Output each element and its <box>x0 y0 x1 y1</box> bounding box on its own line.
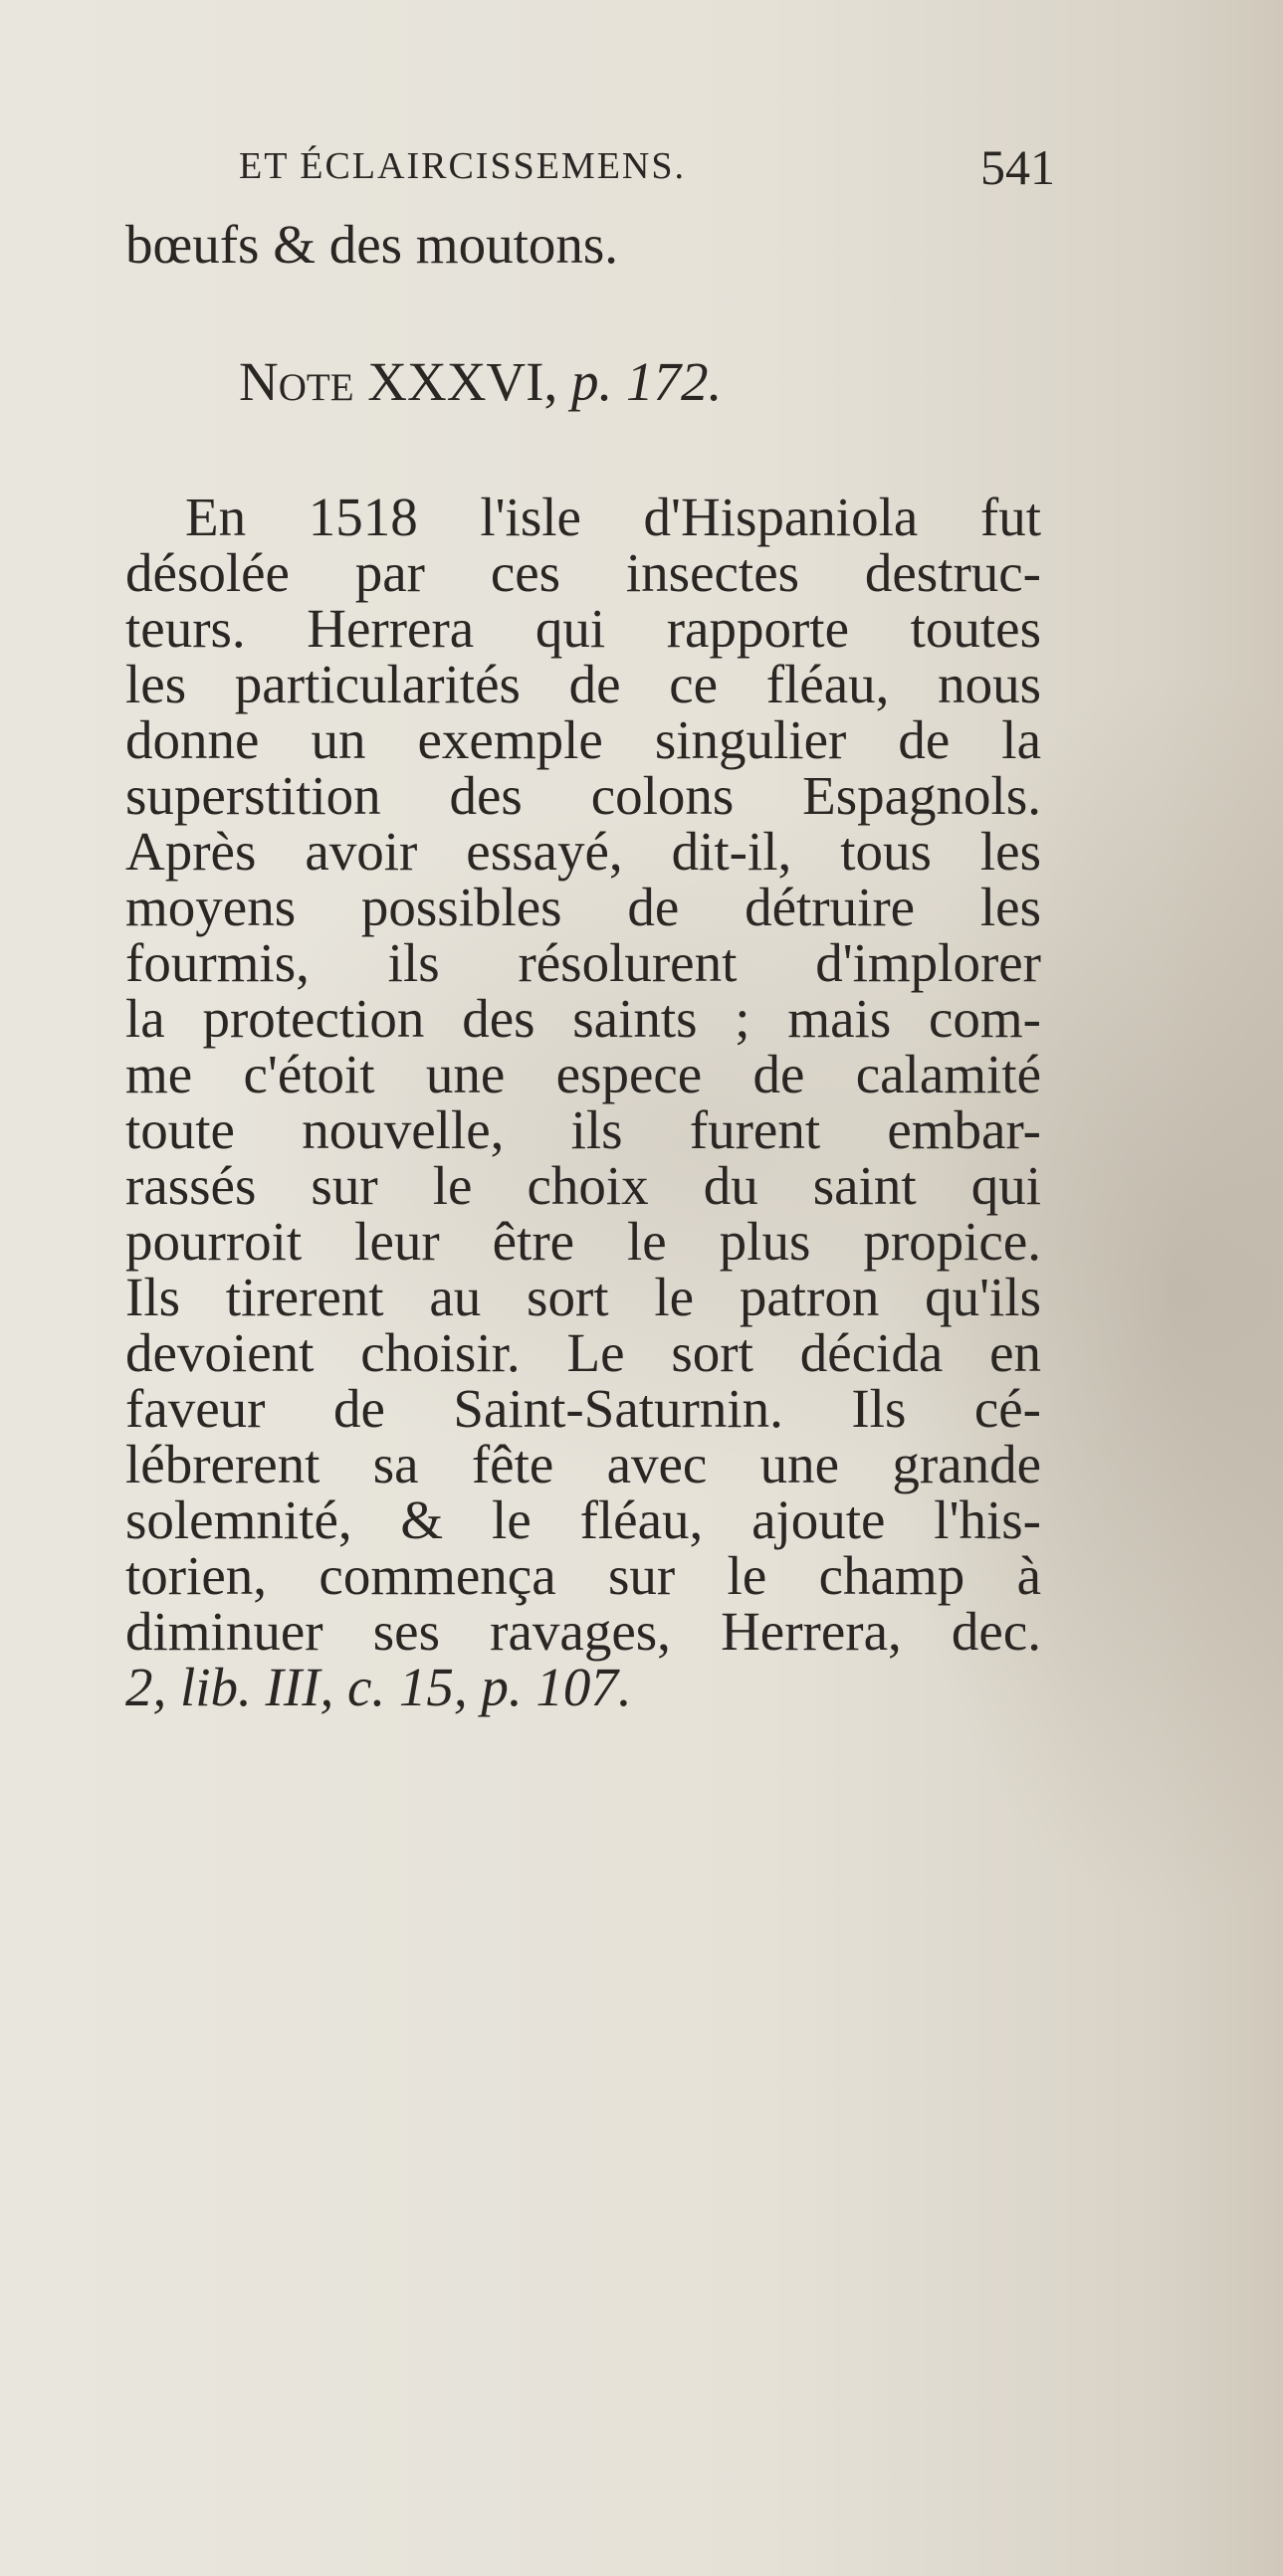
paragraph-line: rassés sur le choix du saint qui <box>125 1155 1041 1216</box>
paragraph-line: Après avoir essayé, dit-il, tous les <box>125 821 1041 882</box>
note-page-ref: p. 172. <box>570 351 723 412</box>
paragraph-line: pourroit leur être le plus propice. <box>125 1211 1041 1272</box>
paragraph-line: fourmis, ils résolurent d'implorer <box>125 932 1041 993</box>
paragraph-line: me c'étoit une espece de calamité <box>125 1044 1041 1104</box>
note-heading <box>239 350 722 413</box>
paragraph-line: Ils tirerent au sort le patron qu'ils <box>125 1267 1041 1327</box>
paragraph-line: En 1518 l'isle d'Hispaniola fut <box>185 487 1041 547</box>
note-label: Note XXXVI <box>239 351 544 412</box>
paragraph-line: teurs. Herrera qui rapporte toutes <box>125 598 1041 659</box>
paragraph-line: faveur de Saint-Saturnin. Ils cé- <box>125 1378 1041 1439</box>
paragraph-line: les particularités de ce fléau, nous <box>125 654 1041 714</box>
note-separator: , <box>543 351 558 412</box>
paragraph-line: solemnité, & le fléau, ajoute l'his- <box>125 1489 1041 1550</box>
paragraph-line: la protection des saints ; mais com- <box>125 988 1041 1049</box>
paragraph-line: superstition des colons Espagnols. <box>125 765 1041 826</box>
citation-line: 2, lib. III, c. 15, p. 107. <box>125 1657 632 1717</box>
paragraph-line: moyens possibles de détruire les <box>125 877 1041 937</box>
running-head: ET ÉCLAIRCISSEMENS. <box>239 145 687 187</box>
paragraph-line: toute nouvelle, ils furent embar- <box>125 1099 1041 1160</box>
paragraph-line: désolée par ces insectes destruc- <box>125 542 1041 603</box>
paragraph-line: torien, commença sur le champ à <box>125 1545 1041 1606</box>
page-number: 541 <box>980 139 1055 195</box>
paragraph-line: devoient choisir. Le sort décida en <box>125 1322 1041 1383</box>
paragraph-line: donne un exemple singulier de la <box>125 709 1041 770</box>
paragraph-line: diminuer ses ravages, Herrera, dec. <box>125 1601 1041 1662</box>
paragraph-line: lébrerent sa fête avec une grande <box>125 1434 1041 1494</box>
page-header <box>239 139 1055 204</box>
continuation-line: bœufs & des moutons. <box>125 214 618 275</box>
